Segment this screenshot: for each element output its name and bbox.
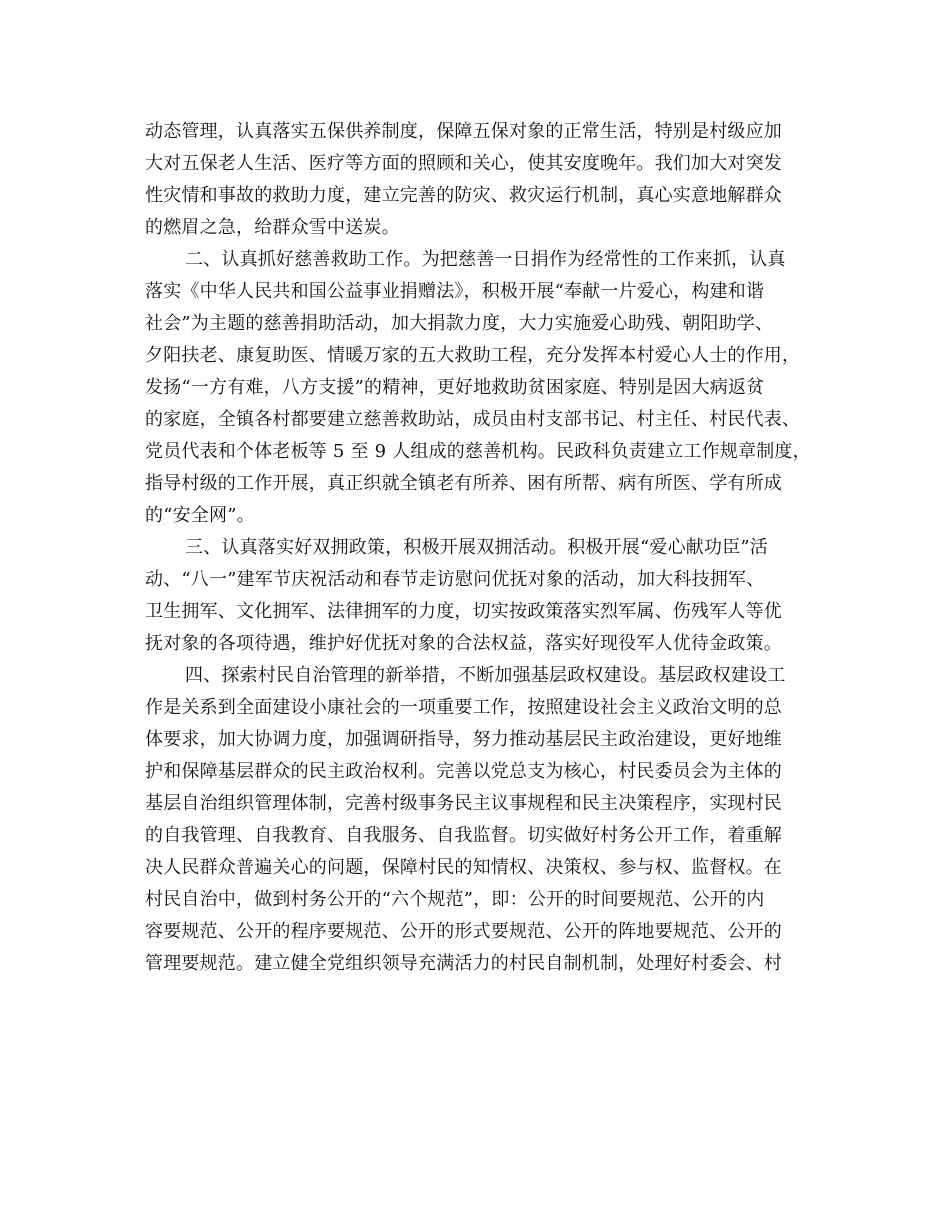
text-line: 容要规范、公开的程序要规范、公开的形式要规范、公开的阵地要规范、公开的 (145, 921, 782, 942)
text-line: 管理要规范。建立健全党组织领导充满活力的村民自制机制，处理好村委会、村 (145, 953, 782, 974)
text-line: 的燃眉之急，给群众雪中送炭。 (145, 217, 400, 238)
text-line: 性灾情和事故的救助力度，建立完善的防灾、救灾运行机制，真心实意地解群众 (145, 185, 782, 206)
paragraph-military-support (145, 532, 810, 660)
text-line: 的“安全网”。 (145, 505, 255, 526)
text-line: 动、“八一”建军节庆祝活动和春节走访慰问优抚对象的活动，加大科技拥军、 (145, 569, 765, 590)
text-line: 护和保障基层群众的民主政治权利。完善以党总支为核心，村民委员会为主体的 (145, 761, 782, 782)
text-line: 二、认真抓好慈善救助工作。为把慈善一日捐作为经常性的工作来抓，认真 (185, 249, 786, 270)
text-line: 作是关系到全面建设小康社会的一项重要工作，按照建设社会主义政治文明的总 (145, 697, 782, 718)
text-line: 夕阳扶老、康复助医、情暖万家的五大救助工程，充分发挥本村爱心人士的作用， (145, 345, 801, 366)
text-line: 党员代表和个体老板等 5 至 9 人组成的慈善机构。民政科负责建立工作规章制度， (145, 441, 811, 462)
paragraph-charity-relief (145, 244, 810, 532)
text-line: 发扬“一方有难，八方支援”的精神，更好地救助贫困家庭、特别是因大病返贫 (145, 377, 765, 398)
paragraph-village-self-governance (145, 660, 810, 980)
text-line: 动态管理，认真落实五保供养制度，保障五保对象的正常生活，特别是村级应加 (145, 121, 782, 142)
text-line: 基层自治组织管理体制，完善村级事务民主议事规程和民主决策程序，实现村民 (145, 793, 782, 814)
text-line: 体要求，加大协调力度，加强调研指导，努力推动基层民主政治建设，更好地维 (145, 729, 782, 750)
text-line: 大对五保老人生活、医疗等方面的照顾和关心，使其安度晚年。我们加大对突发 (145, 153, 782, 174)
text-line: 四、探索村民自治管理的新举措，不断加强基层政权建设。基层政权建设工 (185, 665, 786, 686)
text-line: 三、认真落实好双拥政策，积极开展双拥活动。积极开展“爱心献功臣”活 (185, 537, 769, 558)
text-line: 决人民群众普遍关心的问题，保障村民的知情权、决策权、参与权、监督权。在 (145, 857, 782, 878)
text-line: 指导村级的工作开展，真正织就全镇老有所养、困有所帮、病有所医、学有所成 (145, 473, 782, 494)
document-body (145, 116, 810, 980)
text-line: 村民自治中，做到村务公开的“六个规范”，即：公开的时间要规范、公开的内 (145, 889, 765, 910)
text-line: 落实《中华人民共和国公益事业捐赠法》，积极开展“奉献一片爱心，构建和谐 (145, 281, 765, 302)
text-line: 的自我管理、自我教育、自我服务、自我监督。切实做好村务公开工作，着重解 (145, 825, 782, 846)
text-line: 抚对象的各项待遇，维护好优抚对象的合法权益，落实好现役军人优待金政策。 (145, 633, 782, 654)
paragraph-five-guarantees (145, 116, 810, 244)
text-line: 的家庭，全镇各村都要建立慈善救助站，成员由村支部书记、村主任、村民代表、 (145, 409, 801, 430)
text-line: 社会”为主题的慈善捐助活动，加大捐款力度，大力实施爱心助残、朝阳助学、 (145, 313, 774, 334)
text-line: 卫生拥军、文化拥军、法律拥军的力度，切实按政策落实烈军属、伤残军人等优 (145, 601, 782, 622)
